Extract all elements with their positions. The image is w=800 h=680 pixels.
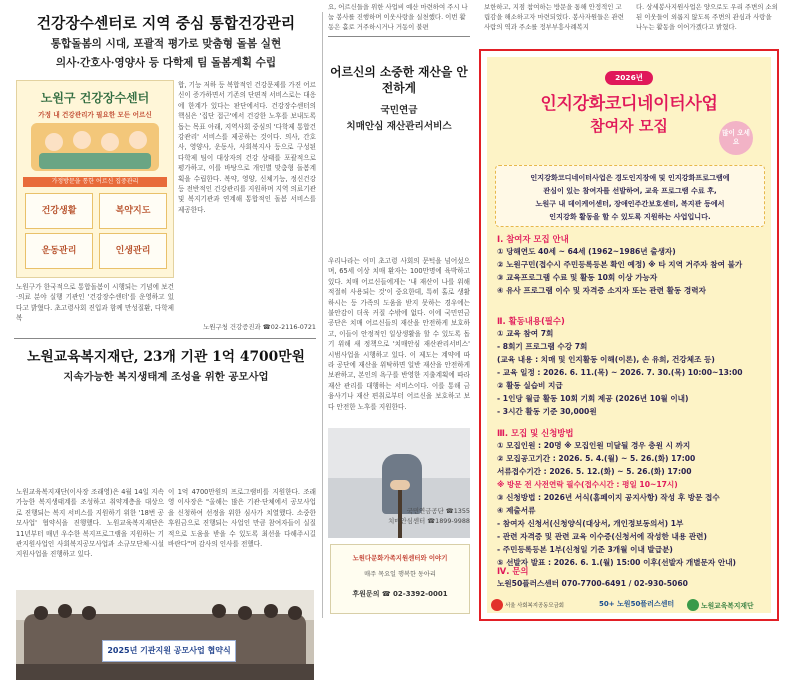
small-ad-phone: 후원문의 ☎ 02-3392-0001	[352, 590, 448, 598]
foundation-logo-icon	[687, 599, 699, 611]
small-ad-line: 노원다문화가족지원센터와 이야기	[352, 554, 448, 562]
poster-subtitle: 가정 내 건강관리가 필요한 모든 어르신	[38, 111, 152, 119]
health-center-poster	[16, 80, 174, 278]
article-body: 합, 기능 저하 등 복합적인 건강문제를 가진 어르신이 증가하면서 기존의 단편적 서비스로는 대응에 한계가 있다는 판단에서다. 건강장수센터의 핵심은 '집단 접근'에서 건강한 노후를 보내도록 돕는 목표 아래, 지역사회 중심의 '다학제 통합건강관리' 서비스를 제공하는 것이다. 의사, 간호사, 영양사, 운동사, 사회복지사 등으로 구성된 다학제 팀이 대상자의 건강 상태를 포괄적으로 평가하고, 이를 바탕으로 개인별 맞춤형 돌봄계획을 수립한다. 복약, 영양, 신체기능, 정신건강 등 전반적인 건강관리를 지원하며 지역 의료기관 및 복지기관과 연계해 통합적인 돌봄 서비스를 제공한다.	[178, 81, 316, 214]
poster-band: 가정방문을 통한 어르신 집중관리	[23, 177, 167, 187]
badge-sticker: 많이 오세요	[719, 121, 753, 155]
divider	[14, 338, 316, 339]
column-divider	[322, 12, 323, 618]
divider	[328, 36, 470, 37]
section-contact: Ⅳ. 문의 노원50플러스센터 070-7700-6491 / 02-930-5060	[497, 566, 688, 588]
column-top-text: 보한하고, 지점 참여하는 방문을 통해 안정적인 고립감을 해소하고자 마련되었다. 봉사자원들은 관련 사람의 역과 주소를 정부부흥사례복지	[484, 3, 624, 31]
article-headline: 건강장수센터로 지역 중심 통합건강관리	[36, 15, 296, 32]
article-byline: 노원구청 건강증진과 ☎02-2116-0721	[203, 323, 316, 331]
poster-title: 노원구 건강장수센터	[40, 91, 150, 105]
poster-box: 인생관리	[99, 233, 167, 269]
section-activities: Ⅱ. 활동내용(필수) ① 교육 참여 7회 - 8회기 프로그램 수강 7회 (교육 내용 : 치매 및 인지활동 이해(이론), 손 유희, 건강체조 등) - 교육 일정 : 2026. 6. 11.(목) ~ 2026. 7. 30.(목) 10:00~13:00 ② 활동 실습비 지급 - 1인당 월급 활동 10회 기회 제공 (2026년 10월 이내) - 3시간 활동 기준 30,000원	[497, 316, 743, 416]
column-top-text: 다. 상세봉사지원사업은 양으로도 우리 주변의 소외된 이웃들이 외롭지 않도록 주변의 관심과 사랑을 나누는 활동을 이어가겠다고 밝혔다.	[636, 3, 778, 31]
sponsor-logo-text: 노원교육복지재단	[701, 602, 754, 610]
recruitment-ad-body	[487, 57, 771, 613]
sponsor-logos	[491, 597, 767, 613]
article-subhead: 의사·간호사·영양사 등 다학제 팀 돌봄계획 수립	[55, 57, 277, 69]
small-ad-line: 매주 목요일 행복한 동아리	[364, 571, 436, 578]
column-top-text: 요, 어르신들을 위한 사업비 예산 마련하여 주시 나눔 봉사를 진행하며 이웃사랑을 실천했다. 이번 활동은 홀로 거주하시거나 거동이 불편	[328, 3, 468, 31]
ad-subtitle: 참여자 모집	[590, 117, 668, 135]
year-badge: 2026년	[605, 71, 653, 85]
article-subhead: 치매안심 재산관리서비스	[346, 121, 452, 132]
intro-box	[495, 165, 765, 227]
recruitment-ad	[479, 49, 779, 621]
article-body: 우리나라는 이미 초고령 사회의 문턱을 넘어섰으며, 65세 이상 치매 환자는 100만명에 육박하고 있다. 치매 어르신들에게는 '내 재산이 나를 위해 적절히 사용되는 것'이 중요한데, 특히 홀로 생활하시는 등 가족의 도움을 받지 못하는 경우에는 불안감이 더욱 커질 수밖에 없다. 이에 국민연금공단은 치매 어르신들의 재산을 안전하게 보호하고, 이들이 안정적인 일상생활을 할 수 있도록 돕기 위해 새 정책으로 '치매안심 재산관리서비스' 시범사업을 시행하고 있다. 이 제도는 계약에 따라 공단에 재산을 위탁하면 일반 재산을 안전하게 보관하고, 본인의 욕구를 반영한 지출계획에 따라 재산 관리를 대행하는 서비스이다. 이를 통해 금융사기나 재산 편취로부터 어르신을 보호하고 보다 안전한 노후를 지원한다.	[328, 257, 470, 411]
article-body: 노원교육복지재단(이사장 조래영)은 4월 14일 지속가능한 복지생태계를 조성하고 취약계층을 대상으로 진행되는 복지 서비스를 지원하기 위한 '18번 공모사업' 협약식을 진행했다. 노원교육복지재단은 11년부터 매년 우수한 복지프로그램을 지원하는 기관지원사업인 사회복지공모사업과 소규모단체·시설지원사업을 진행하고 있다.	[16, 488, 164, 559]
article-subhead: 국민연금	[380, 105, 418, 116]
section-recruit-info: Ⅰ. 참여자 모집 안내 ① 당해연도 40세 ~ 64세 (1962~1986년 출생자) ② 노원구민(접수시 주민등록등본 확인 예정) ※ 타 지역 거주자 참여 불가 ③ 교육프로그램 수료 및 활동 10회 이상 가능자 ④ 유사 프로그램 이수 및 자격증 소지자 또는 관련 활동 경력자	[497, 234, 743, 295]
article-byline: 국민연금공단 ☎1355	[406, 507, 470, 515]
poster-box: 복약지도	[99, 193, 167, 229]
article-body: 이 1억 4700만원의 프로그램비를 지원한다. 조래영 이사장은 "올해는 많은 기관·단체에서 공모사업을 신청하여 선정을 위한 심사가 치열했다. 소중한 후원금으로 진행되는 사업인 만큼 참여자들이 실질적으로 도움을 받을 수 있도록 최선을 다해주시길 바란다"며 감사의 인사를 전했다.	[168, 488, 316, 549]
article-headline: 노원교육복지재단, 23개 기관 1억 4700만원	[27, 349, 305, 365]
small-ad	[330, 544, 470, 614]
section-application: Ⅲ. 모집 및 신청방법 ① 모집인원 : 20명 ※ 모집인원 미달될 경우 충원 시 까지 ② 모집공고기간 : 2026. 5. 4.(월) ~ 5. 26.(화) 17:00 서류접수기간 : 2026. 5. 12.(화) ~ 5. 26.(화) 17:00 ※ 방문 전 사전연락 필수(접수시간 : 평일 10~17시) ③ 신청방법 : 2026년 서식(홈페이지 공지사항) 작성 후 방문 접수 ④ 제출서류 - 참여자 신청서(신청양식(대상서, 개인정보동의서) 1부 - 관련 자격증 및 관련 교육 이수증(신청서에 작성한 내용 관련) - 주민등록등본 1부(신청일 기준 3개월 이내 발급분) ⑤ 선발자 발표 : 2026. 6. 1.(월) 15:00 이후(선발자 개별문자 안내)	[497, 428, 737, 567]
agreement-banner: 2025년 기관지원 공모사업 협약식	[102, 640, 236, 662]
sponsor-logo-text: 50+ 노원50플러스센터	[599, 600, 675, 608]
poster-box: 건강생활	[25, 193, 93, 229]
article-byline: 치매안심센터 ☎1899-9988	[388, 517, 470, 525]
article-headline: 어르신의 소중한 재산을 안전하게	[330, 65, 468, 95]
poster-people-illustration	[31, 123, 159, 171]
chest-fund-logo-icon	[491, 599, 503, 611]
sponsor-logo-text: 서울 사회복지공동모금회	[505, 603, 564, 609]
article-subhead: 통합돌봄의 시대, 포괄적 평가로 맞춤형 돌봄 실현	[50, 38, 282, 50]
article-body: 노원구가 한국적으로 통합돌봄이 시행되는 기념에 보건·의료 분야 실행 기관인 '건강장수센터'를 운영하고 있다고 밝혔다. 초고령사회 진입과 함께 만성질환, 다학제 복	[16, 283, 174, 323]
article-subhead: 지속가능한 복지생태계 조성을 위한 공모사업	[63, 371, 269, 383]
ad-title: 인지강화코디네이터사업	[540, 94, 718, 114]
poster-box: 운동관리	[25, 233, 93, 269]
intro-text: 인지강화코디네이터사업은 경도인지장애 및 인지강화프로그램에 관심이 있는 참여자를 선발하여, 교육 프로그램 수료 후, 노원구 내 데이케어센터, 장애인주간보호센터, 복지관 등에서 인지강화 활동을 할 수 있도록 지원하는 사업입니다.	[530, 173, 730, 221]
